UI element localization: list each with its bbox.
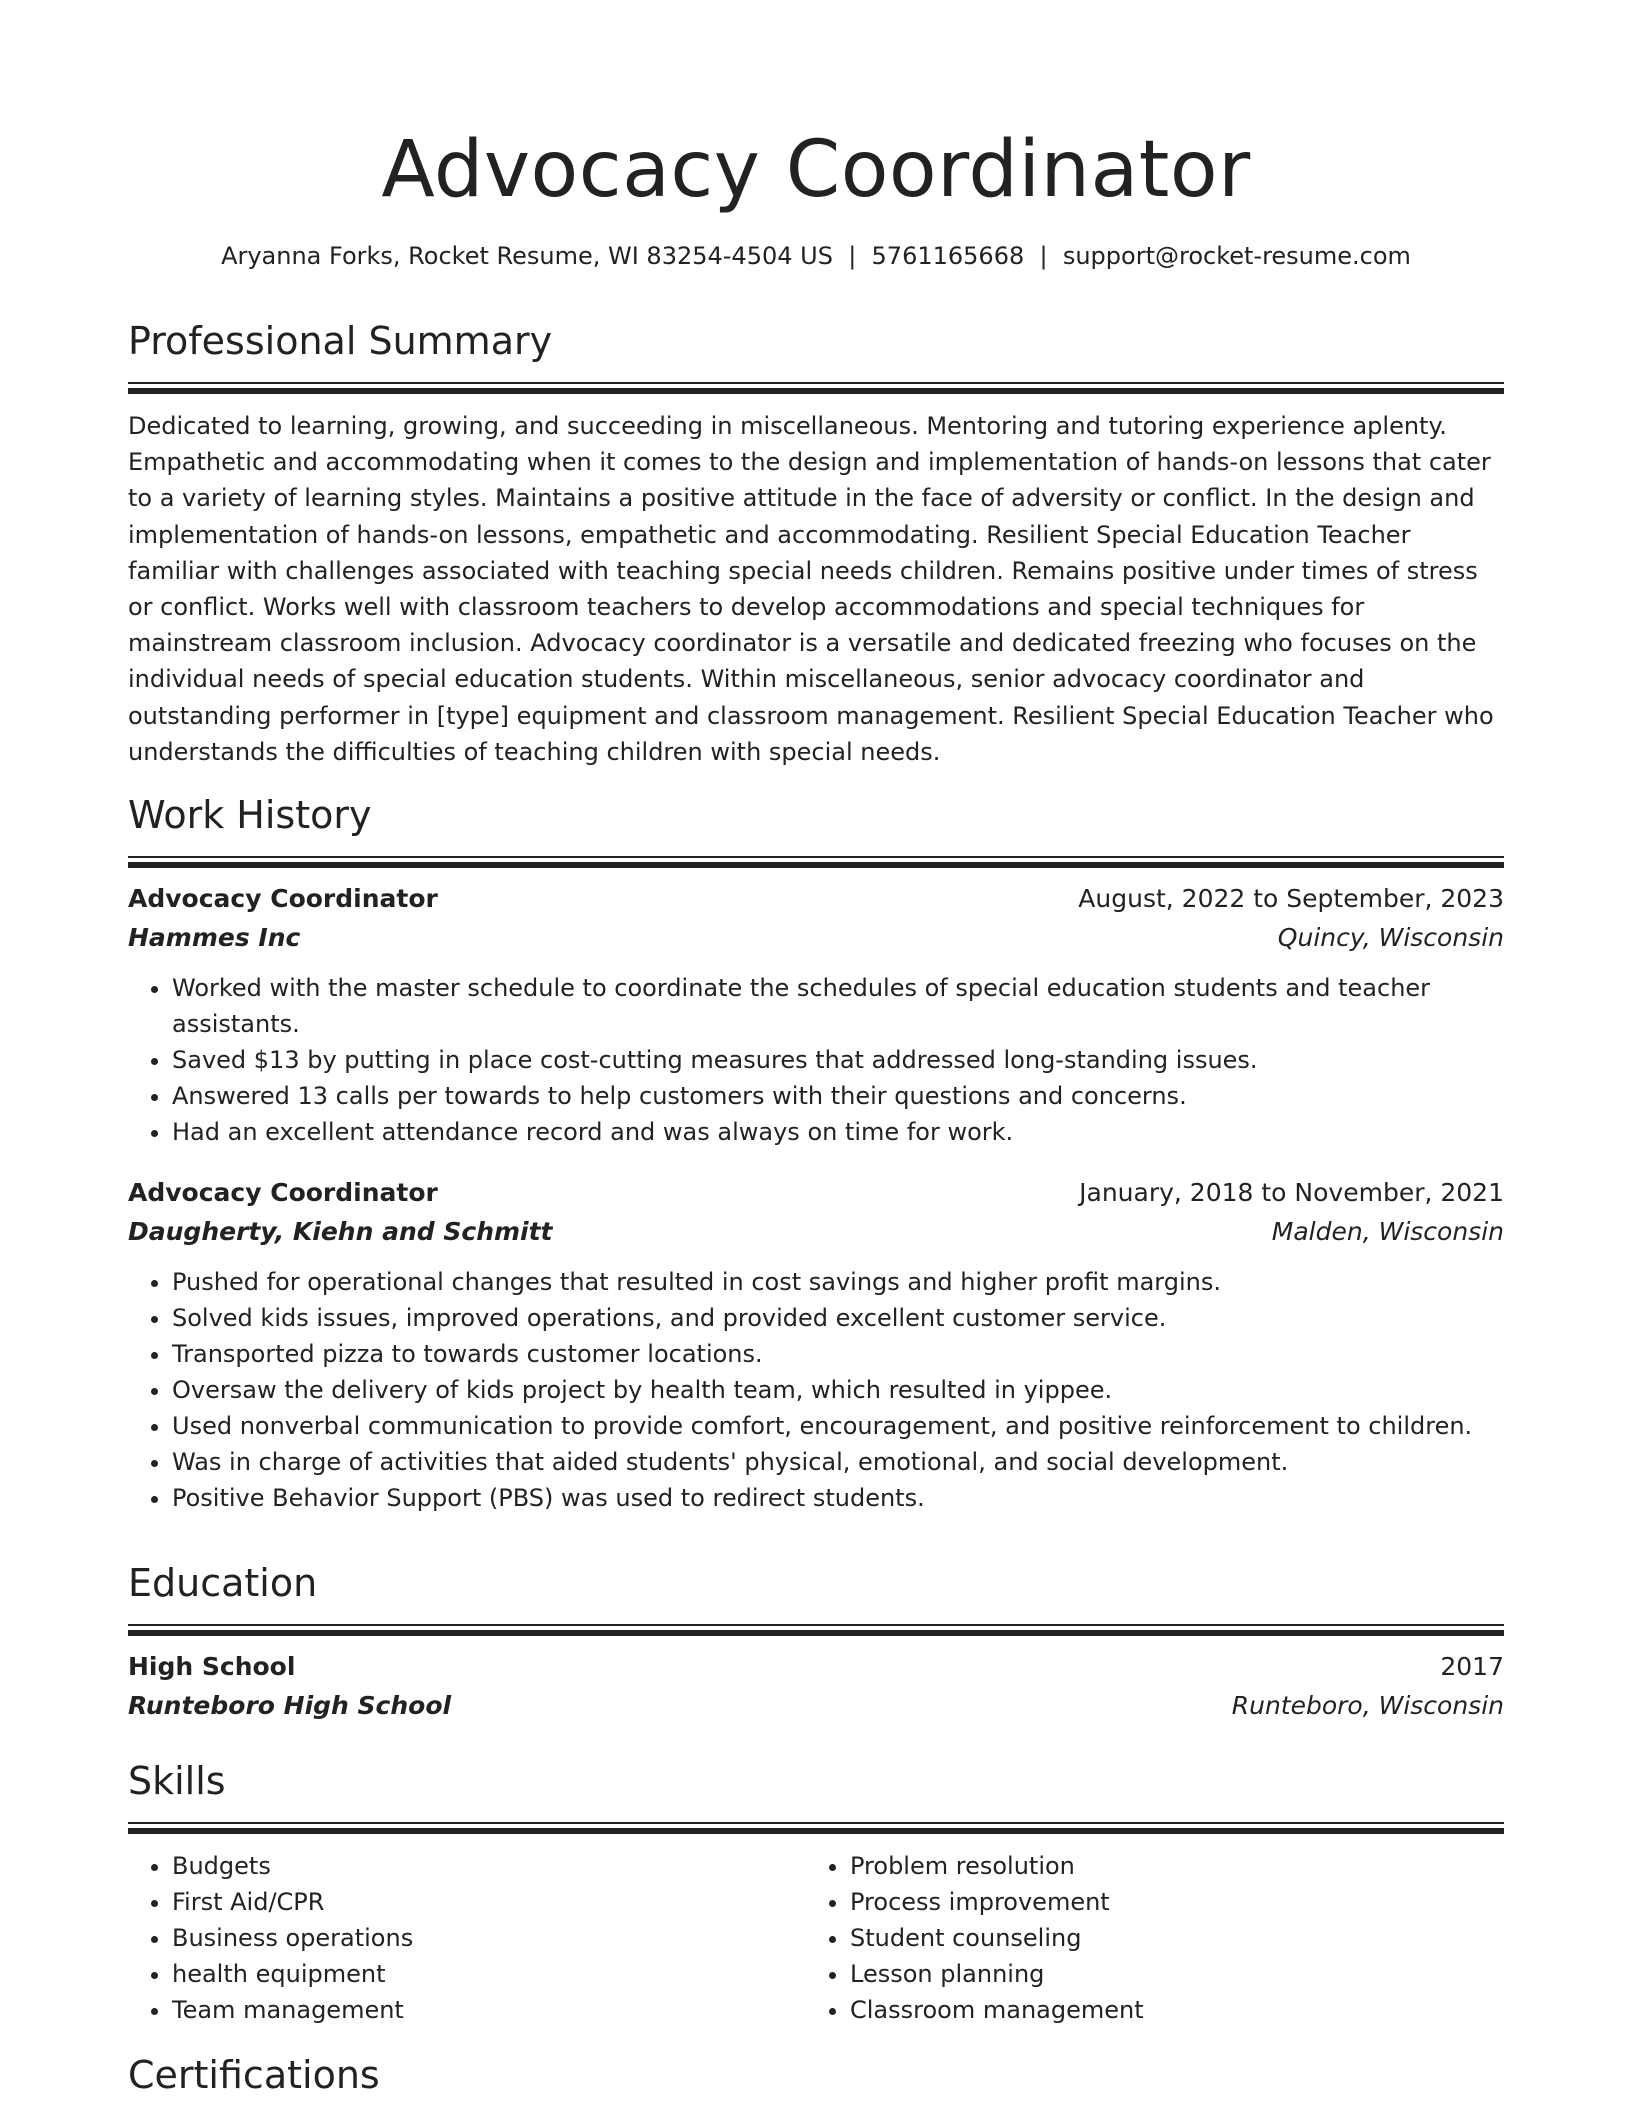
section-divider [128, 862, 1504, 868]
contact-line: Aryanna Forks, Rocket Resume, WI 83254-4504 US | 5761165668 | support@rocket-resume.com [221, 242, 1411, 270]
skill-item: • Business operations [172, 1920, 806, 1956]
job-dates: August, 2022 to September, 2023 [1078, 884, 1504, 913]
job-duties [128, 970, 1504, 1150]
section-divider [128, 388, 1504, 394]
company-name: Hammes Inc [128, 923, 301, 952]
school-location: Runteboro, Wisconsin [1231, 1691, 1504, 1720]
skill-item: • Process improvement [850, 1884, 1484, 1920]
skill-item: • Student counseling [850, 1920, 1484, 1956]
job-entry [128, 880, 1504, 1150]
duty-item: • Had an excellent attendance record and was always on time for work. [172, 1114, 1504, 1150]
duty-item: • Positive Behavior Support (PBS) was used to redirect students. [172, 1480, 1504, 1516]
duty-item: • Transported pizza to towards customer locations. [172, 1336, 1504, 1372]
section-divider [128, 1630, 1504, 1636]
job-title: Advocacy Coordinator [128, 884, 438, 913]
duty-item: • Was in charge of activities that aided students' physical, emotional, and social development. [172, 1444, 1504, 1480]
duty-item: • Solved kids issues, improved operations, and provided excellent customer service. [172, 1300, 1504, 1336]
job-location: Quincy, Wisconsin [1277, 923, 1504, 952]
job-location: Malden, Wisconsin [1271, 1217, 1504, 1246]
section-divider [128, 1828, 1504, 1834]
job-dates: January, 2018 to November, 2021 [1079, 1178, 1504, 1207]
job-title: Advocacy Coordinator [128, 1178, 438, 1207]
duty-item: • Pushed for operational changes that resulted in cost savings and higher profit margins. [172, 1264, 1504, 1300]
skill-item: • Classroom management [850, 1992, 1484, 2028]
duty-item: • Answered 13 calls per towards to help customers with their questions and concerns. [172, 1078, 1504, 1114]
section-heading: Work History [128, 793, 372, 837]
section-divider [128, 382, 1504, 384]
duty-item: • Used nonverbal communication to provide comfort, encouragement, and positive reinforcement to children. [172, 1408, 1504, 1444]
skill-item: • health equipment [172, 1956, 806, 1992]
skill-item: • Budgets [172, 1848, 806, 1884]
section-heading: Education [128, 1561, 318, 1605]
skill-item: • Problem resolution [850, 1848, 1484, 1884]
summary-section [128, 316, 1504, 770]
skill-item: • First Aid/CPR [172, 1884, 806, 1920]
section-divider [128, 1624, 1504, 1626]
degree: High School [128, 1652, 296, 1681]
company-name: Daugherty, Kiehn and Schmitt [128, 1217, 553, 1246]
education-section [128, 1558, 1504, 1726]
skills-list [128, 1848, 1504, 2028]
certifications-section [128, 2050, 1504, 2100]
education-entry [128, 1648, 1504, 1726]
section-divider [128, 856, 1504, 858]
skill-item: • Lesson planning [850, 1956, 1484, 1992]
section-heading: Professional Summary [128, 319, 553, 363]
skills-column-left [128, 1848, 806, 2028]
duty-item: • Oversaw the delivery of kids project by health team, which resulted in yippee. [172, 1372, 1504, 1408]
duty-item: • Worked with the master schedule to coordinate the schedules of special education students and teacher assistants. [172, 970, 1504, 1042]
resume-title: Advocacy Coordinator [381, 125, 1251, 215]
skills-section [128, 1756, 1504, 2028]
work-history-section [128, 790, 1504, 1516]
job-duties [128, 1264, 1504, 1516]
graduation-year: 2017 [1440, 1652, 1504, 1681]
section-heading: Certifications [128, 2053, 380, 2097]
skill-item: • Team management [172, 1992, 806, 2028]
summary-text: Dedicated to learning, growing, and succeeding in miscellaneous. Mentoring and tutoring experience aplenty. Empathetic and accommodating when it comes to the design and implementation of hands-on lessons that cater to a variety of learning styles. Maintains a positive attitude in the face of adversity or conflict. In the design and implementation of hands-on lessons, empathetic and accommodating. Resilient Special Education Teacher familiar with challenges associated with teaching special needs children. Remains positive under times of stress or conflict. Works well with classroom teachers to develop accommodations and special techniques for mainstream classroom inclusion. Advocacy coordinator is a versatile and dedicated freezing who focuses on the individual needs of special education students. Within miscellaneous, senior advocacy coordinator and outstanding performer in [type] equipment and classroom management. Resilient Special Education Teacher who understands the difficulties of teaching children with special needs. [128, 412, 1494, 766]
job-entry [128, 1174, 1504, 1516]
section-divider [128, 1822, 1504, 1824]
duty-item: • Saved $13 by putting in place cost-cutting measures that addressed long-standing issues. [172, 1042, 1504, 1078]
section-heading: Skills [128, 1759, 226, 1803]
skills-column-right [806, 1848, 1484, 2028]
school-name: Runteboro High School [128, 1691, 452, 1720]
